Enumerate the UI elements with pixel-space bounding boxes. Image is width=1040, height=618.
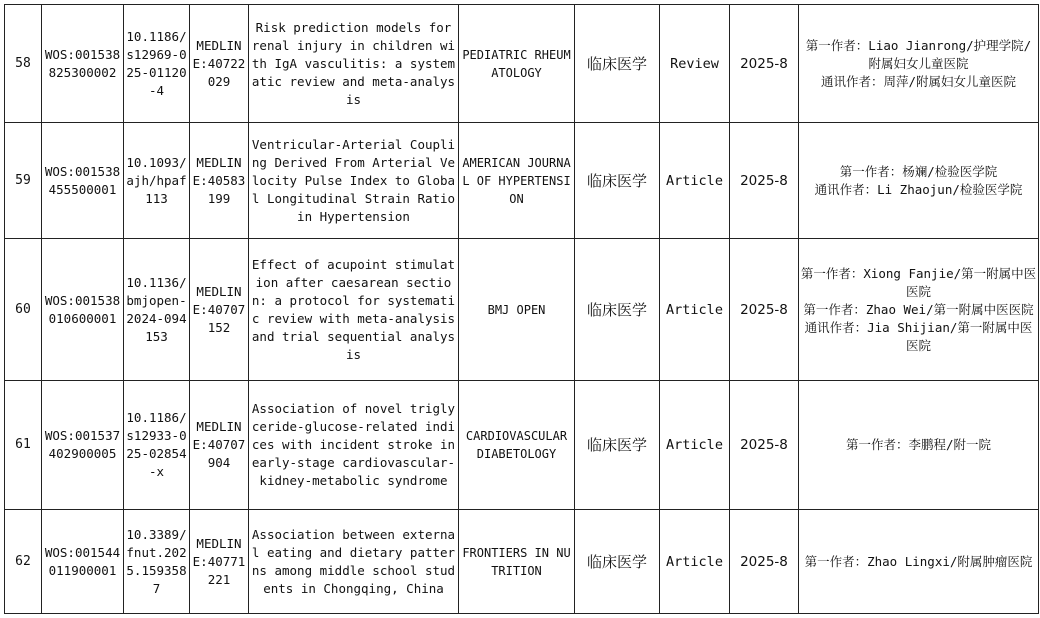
publications-table	[4, 4, 1039, 614]
authors-cell	[799, 123, 1039, 239]
paper-title: Risk prediction models for renal injury in children with IgA vasculitis: a systematic review and meta-analysis	[249, 5, 459, 123]
journal-name: FRONTIERS IN NUTRITION	[459, 510, 575, 614]
row-number: 58	[5, 5, 42, 123]
author-line: 第一作者：李鹏程/附一院	[845, 437, 992, 452]
doi: 10.1186/s12969-025-01120-4	[124, 5, 190, 123]
journal-name: PEDIATRIC RHEUMATOLOGY	[459, 5, 575, 123]
paper-title: Ventricular-Arterial Coupling Derived From Arterial Velocity Pulse Index to Global Longitudinal Strain Ratio in Hypertension	[249, 123, 459, 239]
table-row	[5, 239, 1039, 381]
authors-cell	[799, 510, 1039, 614]
wos-id: WOS:001537402900005	[42, 381, 124, 510]
document-type: Article	[660, 239, 730, 381]
author-line: 第一作者：Liao Jianrong/护理学院/附属妇女儿童医院	[805, 37, 1032, 71]
document-type: Review	[660, 5, 730, 123]
medline-id: MEDLINE:40771221	[190, 510, 249, 614]
publish-date: 2025-8	[730, 239, 799, 381]
doi: 10.1186/s12933-025-02854-x	[124, 381, 190, 510]
table-row	[5, 510, 1039, 614]
doi: 10.1136/bmjopen-2024-094153	[124, 239, 190, 381]
publish-date: 2025-8	[730, 510, 799, 614]
row-number: 59	[5, 123, 42, 239]
row-number: 60	[5, 239, 42, 381]
paper-title: Association between external eating and dietary patterns among middle school students in Chongqing, China	[249, 510, 459, 614]
paper-title: Association of novel triglyceride-glucose-related indices with incident stroke in early-stage cardiovascular-kidney-metabolic syndrome	[249, 381, 459, 510]
journal-name: AMERICAN JOURNAL OF HYPERTENSION	[459, 123, 575, 239]
author-line: 第一作者：Zhao Wei/第一附属中医医院	[803, 301, 1034, 317]
medline-id: MEDLINE:40583199	[190, 123, 249, 239]
document-type: Article	[660, 381, 730, 510]
medline-id: MEDLINE:40722029	[190, 5, 249, 123]
wos-id: WOS:001538455500001	[42, 123, 124, 239]
wos-id: WOS:001544011900001	[42, 510, 124, 614]
author-line: 通讯作者：Jia Shijian/第一附属中医医院	[804, 319, 1033, 353]
wos-id: WOS:001538825300002	[42, 5, 124, 123]
authors-cell	[799, 5, 1039, 123]
medline-id: MEDLINE:40707152	[190, 239, 249, 381]
wos-id: WOS:001538010600001	[42, 239, 124, 381]
subject-field: 临床医学	[575, 510, 660, 614]
journal-name: BMJ OPEN	[459, 239, 575, 381]
author-line: 通讯作者：周萍/附属妇女儿童医院	[820, 73, 1017, 89]
author-line: 第一作者：杨斓/检验医学院	[839, 163, 998, 179]
doi: 10.3389/fnut.2025.1593587	[124, 510, 190, 614]
authors-cell	[799, 239, 1039, 381]
table-row	[5, 381, 1039, 510]
author-line: 第一作者：Zhao Lingxi/附属肿瘤医院	[804, 553, 1033, 569]
publish-date: 2025-8	[730, 123, 799, 239]
table-row	[5, 123, 1039, 239]
subject-field: 临床医学	[575, 381, 660, 510]
author-line: 第一作者：Xiong Fanjie/第一附属中医医院	[800, 265, 1037, 299]
subject-field: 临床医学	[575, 239, 660, 381]
table-row	[5, 5, 1039, 123]
authors-cell	[799, 381, 1039, 510]
journal-name: CARDIOVASCULAR DIABETOLOGY	[459, 381, 575, 510]
row-number: 61	[5, 381, 42, 510]
doi: 10.1093/ajh/hpaf113	[124, 123, 190, 239]
medline-id: MEDLINE:40707904	[190, 381, 249, 510]
row-number: 62	[5, 510, 42, 614]
paper-title: Effect of acupoint stimulation after caesarean section: a protocol for systematic review with meta-analysis and trial sequential analysis	[249, 239, 459, 381]
publish-date: 2025-8	[730, 381, 799, 510]
author-line: 通讯作者：Li Zhaojun/检验医学院	[814, 181, 1023, 197]
document-type: Article	[660, 123, 730, 239]
subject-field: 临床医学	[575, 5, 660, 123]
publish-date: 2025-8	[730, 5, 799, 123]
document-type: Article	[660, 510, 730, 614]
subject-field: 临床医学	[575, 123, 660, 239]
